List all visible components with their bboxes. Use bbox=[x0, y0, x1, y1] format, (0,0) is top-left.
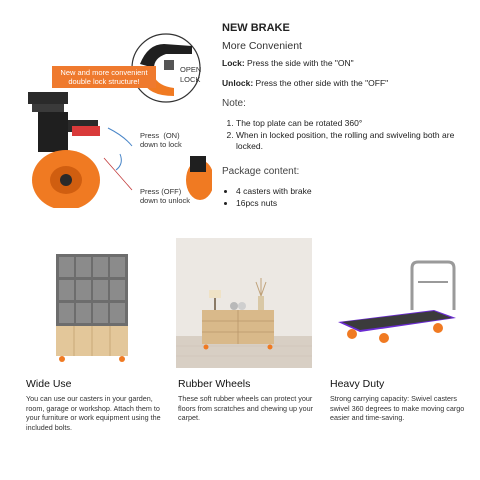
note-item: 2. When in locked position, the rolling and swiveling both are locked. bbox=[236, 130, 476, 152]
open-label: OPEN bbox=[180, 65, 202, 74]
press-on-label: Press (ON) down to lock bbox=[140, 131, 182, 149]
package-heading: Package content: bbox=[222, 166, 300, 177]
cart-drawing bbox=[330, 238, 466, 368]
package-list bbox=[222, 185, 312, 209]
unlock-prefix: Unlock: bbox=[222, 78, 256, 88]
caster-drawing bbox=[24, 30, 212, 208]
note-heading: Note: bbox=[222, 98, 246, 109]
brake-caster-illustration bbox=[24, 30, 212, 208]
press-off-label: Press (OFF) down to unlock bbox=[140, 187, 191, 205]
cabinet-drawing bbox=[24, 238, 160, 368]
package-item: • 16pcs nuts bbox=[236, 197, 312, 209]
feature-title-wide-use: Wide Use bbox=[26, 378, 72, 390]
cart-photo bbox=[330, 238, 466, 368]
feature-body-rubber-wheels: These soft rubber wheels can protect your floors from scratches and chewing up your carpet. bbox=[178, 394, 314, 422]
feature-body-heavy-duty: Strong carrying capacity: Swivel casters swivel 360 degrees to make moving cargo easier and time-saving. bbox=[330, 394, 465, 422]
callout-banner: New and more convenient double lock structure! bbox=[52, 66, 156, 88]
feature-body-wide-use: You can use our casters in your garden, room, garage or workshop. Attach them to your furniture or work equipment using the included bolts. bbox=[26, 394, 161, 432]
brake-title: NEW BRAKE bbox=[222, 22, 290, 34]
note-item: 1. The top plate can be rotated 360° bbox=[236, 118, 476, 129]
cabinet-photo bbox=[24, 238, 160, 368]
brake-subtitle: More Convenient bbox=[222, 40, 302, 52]
lock-instruction bbox=[222, 58, 354, 68]
lock-text: Press the side with the "ON" bbox=[247, 58, 354, 68]
unlock-text: Press the other side with the "OFF" bbox=[255, 78, 389, 88]
package-item: • 4 casters with brake bbox=[236, 185, 312, 197]
lock-label: LOCK bbox=[180, 75, 201, 84]
dresser-photo bbox=[176, 238, 312, 368]
feature-title-rubber-wheels: Rubber Wheels bbox=[178, 378, 251, 390]
unlock-instruction bbox=[222, 78, 388, 88]
note-list bbox=[222, 118, 476, 153]
feature-title-heavy-duty: Heavy Duty bbox=[330, 378, 385, 390]
dresser-drawing bbox=[176, 238, 312, 368]
lock-prefix: Lock: bbox=[222, 58, 248, 68]
